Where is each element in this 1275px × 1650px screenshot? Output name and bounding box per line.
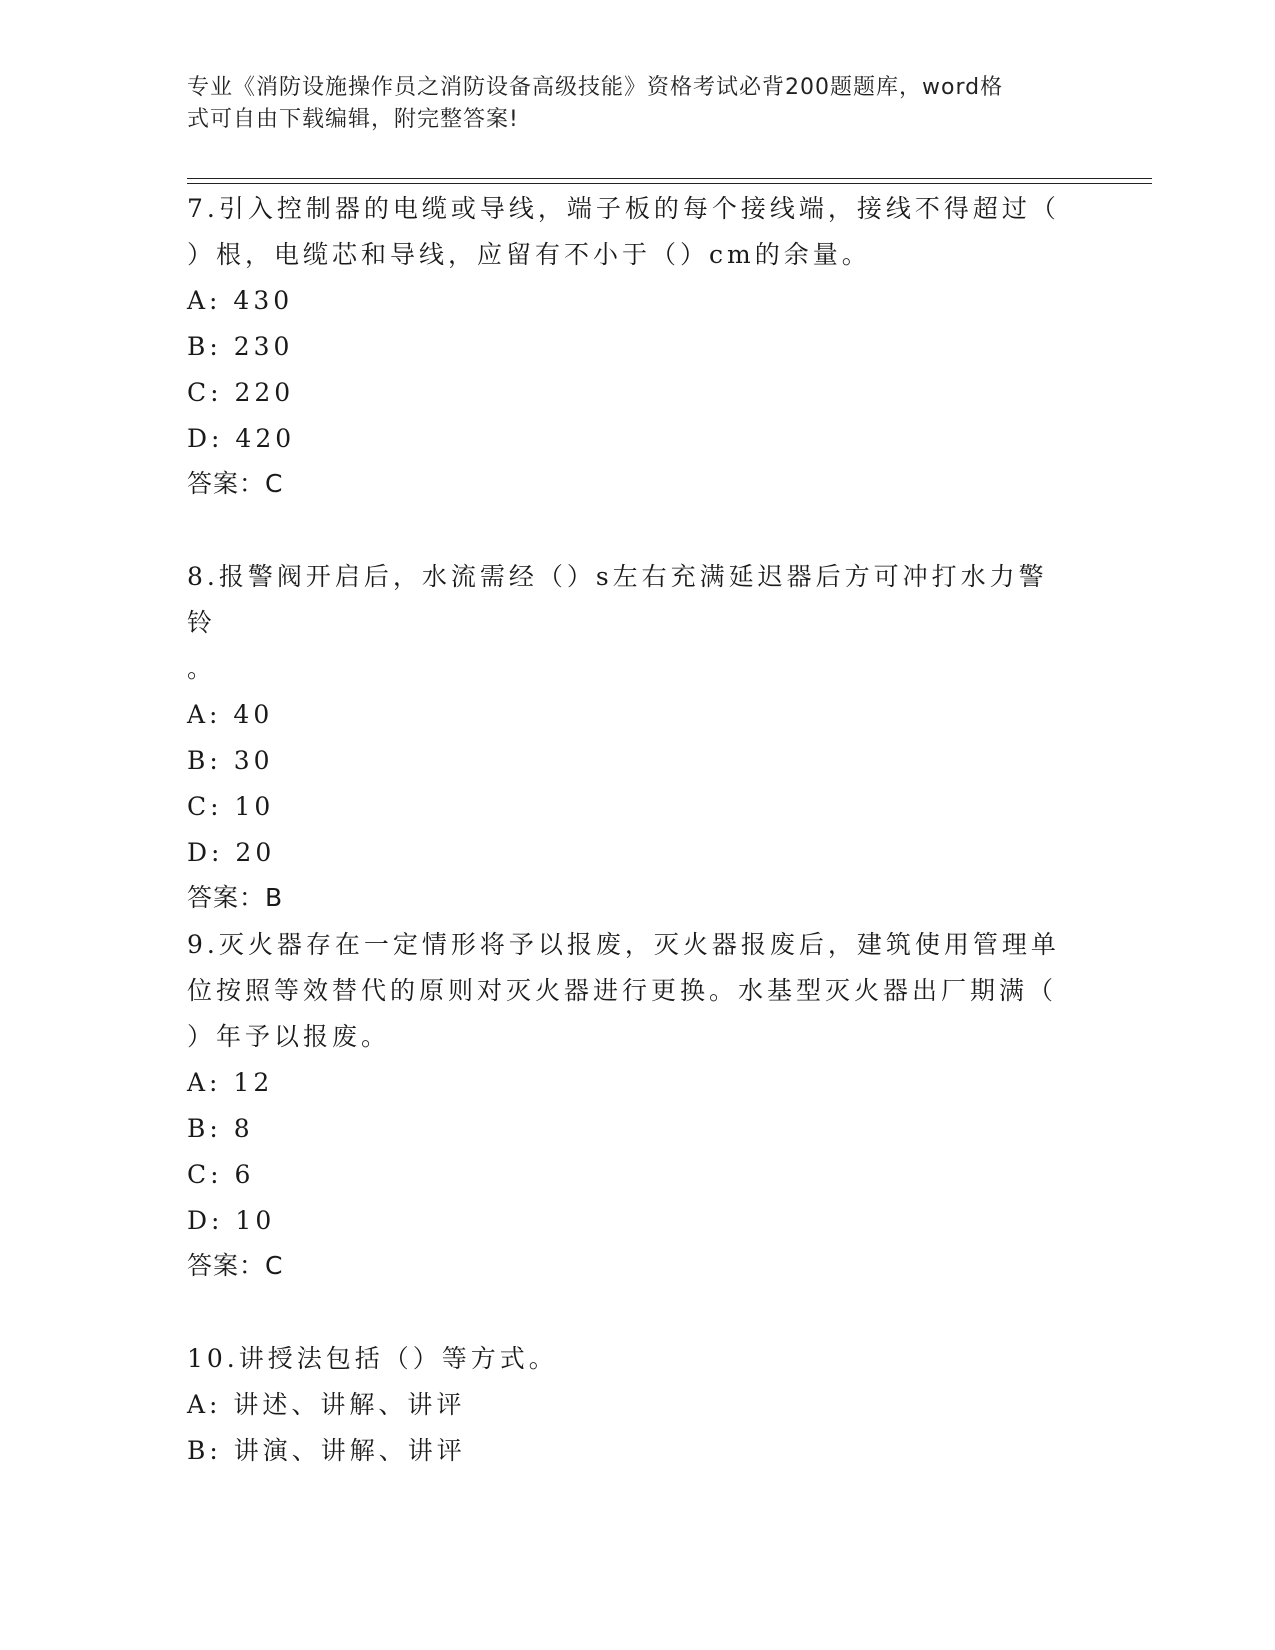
answer: 答案：C [187, 469, 284, 498]
option-b: B: 30 [187, 746, 274, 775]
document-header [187, 72, 1067, 136]
question-text-line: 9.灭火器存在一定情形将予以报废，灭火器报废后，建筑使用管理单 [187, 930, 1060, 959]
question-text-line: 7.引入控制器的电缆或导线，端子板的每个接线端，接线不得超过（ [187, 194, 1060, 223]
option-d: D: 420 [187, 424, 296, 453]
header-divider-top [187, 178, 1152, 179]
question-text-line: 10.讲授法包括（）等方式。 [187, 1344, 558, 1373]
header-divider-bottom [187, 183, 1152, 184]
question-text-line: 。 [187, 654, 217, 683]
answer: 答案：B [187, 883, 284, 912]
question-8 [187, 554, 1067, 920]
question-10 [187, 1336, 1067, 1474]
question-text-line: 位按照等效替代的原则对灭火器进行更换。水基型灭火器出厂期满（ [187, 976, 1058, 1005]
question-text-line: 8.报警阀开启后，水流需经（）s左右充满延迟器后方可冲打水力警铃 [187, 562, 1048, 637]
option-c: C: 6 [187, 1160, 255, 1189]
question-7 [187, 186, 1067, 506]
option-b: B: 230 [187, 332, 294, 361]
question-text-line: ）年予以报废。 [187, 1022, 391, 1051]
option-d: D: 20 [187, 838, 276, 867]
option-b: B: 讲演、讲解、讲评 [187, 1436, 466, 1465]
question-9 [187, 922, 1067, 1288]
option-a: A: 讲述、讲解、讲评 [187, 1390, 466, 1419]
answer: 答案：C [187, 1251, 284, 1280]
option-a: A: 430 [187, 286, 294, 315]
option-a: A: 40 [187, 700, 274, 729]
option-c: C: 220 [187, 378, 295, 407]
option-a: A: 12 [187, 1068, 274, 1097]
option-b: B: 8 [187, 1114, 254, 1143]
header-title-line-2: 式可自由下载编辑，附完整答案! [187, 107, 519, 132]
header-title-line-1: 专业《消防设施操作员之消防设备高级技能》资格考试必背200题题库，word格 [187, 75, 1004, 100]
option-c: C: 10 [187, 792, 275, 821]
option-d: D: 10 [187, 1206, 276, 1235]
question-text-line: ）根，电缆芯和导线，应留有不小于（）cm的余量。 [187, 240, 871, 269]
